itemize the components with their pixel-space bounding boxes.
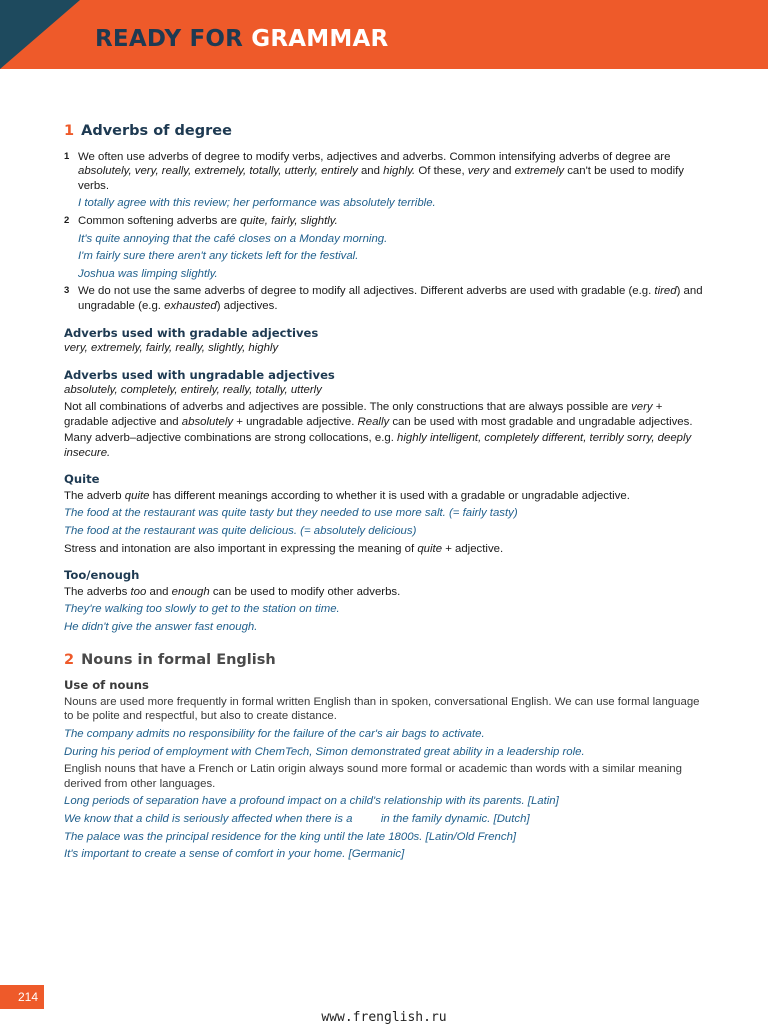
rule-1-text-i: can't be used to modify verbs. [78, 165, 684, 192]
rule-1-text-d: highly. [383, 165, 416, 178]
rule-1-text-c: and [357, 165, 384, 178]
p1-c: + gradable adjective and [64, 400, 663, 428]
p4-c: + adjective. [442, 542, 504, 555]
p4-b: quite [417, 542, 443, 555]
subheading-use-of-nouns: Use of nouns [64, 678, 149, 693]
p5-d: enough [171, 585, 210, 598]
rule-1-text-g: and [489, 165, 515, 178]
example-1: I totally agree with this review; her performance was absolutely terrible. [78, 197, 436, 210]
title-part1: READY FOR [95, 26, 244, 52]
rule-1 [64, 150, 704, 194]
s2-example-4-a: We know that a child is seriously affected when there is a [64, 812, 353, 825]
example-4: Joshua was limping slightly. [78, 267, 218, 280]
p5-a: The adverbs [64, 585, 131, 598]
title-part2: GRAMMAR [251, 26, 389, 52]
rule-3-text-d: exhausted [164, 299, 217, 312]
p1-a: Not all combinations of adverbs and adjectives are possible. The only constructions that are always possible are [64, 400, 632, 413]
ungradable-adverbs-list: absolutely, completely, entirely, really, totally, utterly [64, 384, 322, 397]
p1-e: + ungradable adjective. [233, 415, 358, 428]
rule-1-number: 1 [64, 150, 70, 162]
s2-example-2: During his period of employment with ChemTech, Simon demonstrated great ability in a leadership role. [64, 745, 585, 758]
footer-url: www.frenglish.ru [321, 1010, 447, 1025]
s2-example-5: The palace was the principal residence for the king until the late 1800s. [Latin/Old French] [64, 830, 517, 843]
rule-3-text-e: ) adjectives. [216, 299, 278, 312]
section-1-title: Adverbs of degree [81, 123, 232, 139]
rule-2-text-a: Common softening adverbs are [78, 214, 241, 227]
example-7: They're walking too slowly to get to the station on time. [64, 603, 340, 616]
subheading-too-enough: Too/enough [64, 568, 140, 583]
s2-example-1: The company admits no responsibility for the failure of the car's air bags to activate. [64, 728, 485, 740]
section-2-title: Nouns in formal English [81, 651, 276, 668]
rule-3 [64, 284, 704, 313]
rule-3-text-b: tired [654, 285, 677, 298]
page-title [95, 28, 388, 51]
rule-1-text-h: extremely [514, 165, 565, 178]
p3-c: has different meanings according to whether it is used with a gradable or ungradable adjective. [149, 489, 630, 502]
p4-a: Stress and intonation are also important in expressing the meaning of [64, 542, 418, 555]
rule-1-text-f: very [467, 165, 490, 178]
section-1-heading [64, 124, 704, 139]
paragraph-too-enough [64, 585, 704, 600]
p1-g: can be used with most gradable and ungradable adjectives. [389, 415, 693, 428]
example-5: The food at the restaurant was quite tasty but they needed to use more salt. (= fairly tasty) [64, 507, 518, 520]
header-triangle [0, 0, 80, 69]
section-2-number: 2 [64, 651, 75, 668]
p1-f: Really [357, 415, 390, 428]
example-3: I'm fairly sure there aren't any tickets left for the festival. [78, 250, 359, 263]
subheading-ungradable: Adverbs used with ungradable adjectives [64, 367, 335, 382]
s2-example-4 [64, 812, 704, 827]
subheading-gradable: Adverbs used with gradable adjectives [64, 325, 319, 340]
gradable-adverbs-list: very, extremely, fairly, really, slightly, highly [64, 342, 279, 355]
header-banner [0, 0, 768, 69]
rule-1-text-a: We often use adverbs of degree to modify verbs, adjectives and adverbs. Common intensifying adverbs of degree are [78, 150, 671, 163]
p2-a: Many adverb–adjective combinations are strong collocations, e.g. [64, 432, 398, 445]
page-number: 214 [0, 985, 44, 1009]
p5-b: too [130, 585, 147, 598]
section-2-heading [64, 653, 704, 668]
rule-3-text-c: ) and ungradable (e.g. [78, 285, 703, 312]
paragraph-collocations [64, 431, 704, 460]
s2-example-3: Long periods of separation have a profound impact on a child's relationship with its parents. [Latin] [64, 795, 559, 808]
rule-1-text-b: absolutely, very, really, extremely, totally, utterly, entirely [78, 165, 358, 178]
p3-a: The adverb [64, 489, 125, 502]
example-2: It's quite annoying that the café closes on a Monday morning. [78, 232, 388, 245]
p2-b: highly intelligent, completely different, terribly sorry, deeply insecure. [64, 432, 692, 459]
paragraph-quite [64, 489, 704, 504]
paragraph-combinations [64, 400, 704, 429]
s2-example-6: It's important to create a sense of comfort in your home. [Germanic] [64, 848, 405, 861]
rule-2-text-b: quite, fairly, slightly. [240, 214, 338, 227]
section-1-number: 1 [64, 123, 75, 139]
paragraph-stress [64, 542, 704, 557]
paragraph-origin: English nouns that have a French or Latin origin always sound more formal or academic than words with a similar meaning derived from other languages. [64, 763, 682, 790]
example-8: He didn't give the answer fast enough. [64, 621, 258, 634]
rule-2 [64, 214, 704, 229]
example-6: The food at the restaurant was quite delicious. (= absolutely delicious) [64, 525, 417, 538]
p5-c: and [146, 585, 172, 598]
rule-3-text-a: We do not use the same adverbs of degree to modify all adjectives. Different adverbs are used with gradable (e.g. [78, 285, 655, 298]
paragraph-nouns: Nouns are used more frequently in formal written English than in spoken, conversational English. We can use formal language to be polite and respectful, but also to create distance. [64, 695, 700, 723]
s2-example-4-b: in the family dynamic. [Dutch] [380, 812, 530, 825]
p1-d: absolutely [181, 415, 234, 428]
subheading-quite: Quite [64, 472, 100, 487]
p3-b: quite [124, 489, 150, 502]
rule-3-number: 3 [64, 285, 70, 297]
p5-e: can be used to modify other adverbs. [209, 585, 401, 598]
content [64, 124, 704, 865]
rule-2-number: 2 [64, 214, 70, 226]
p1-b: very [631, 400, 653, 413]
rule-1-text-e: Of these, [415, 165, 468, 178]
